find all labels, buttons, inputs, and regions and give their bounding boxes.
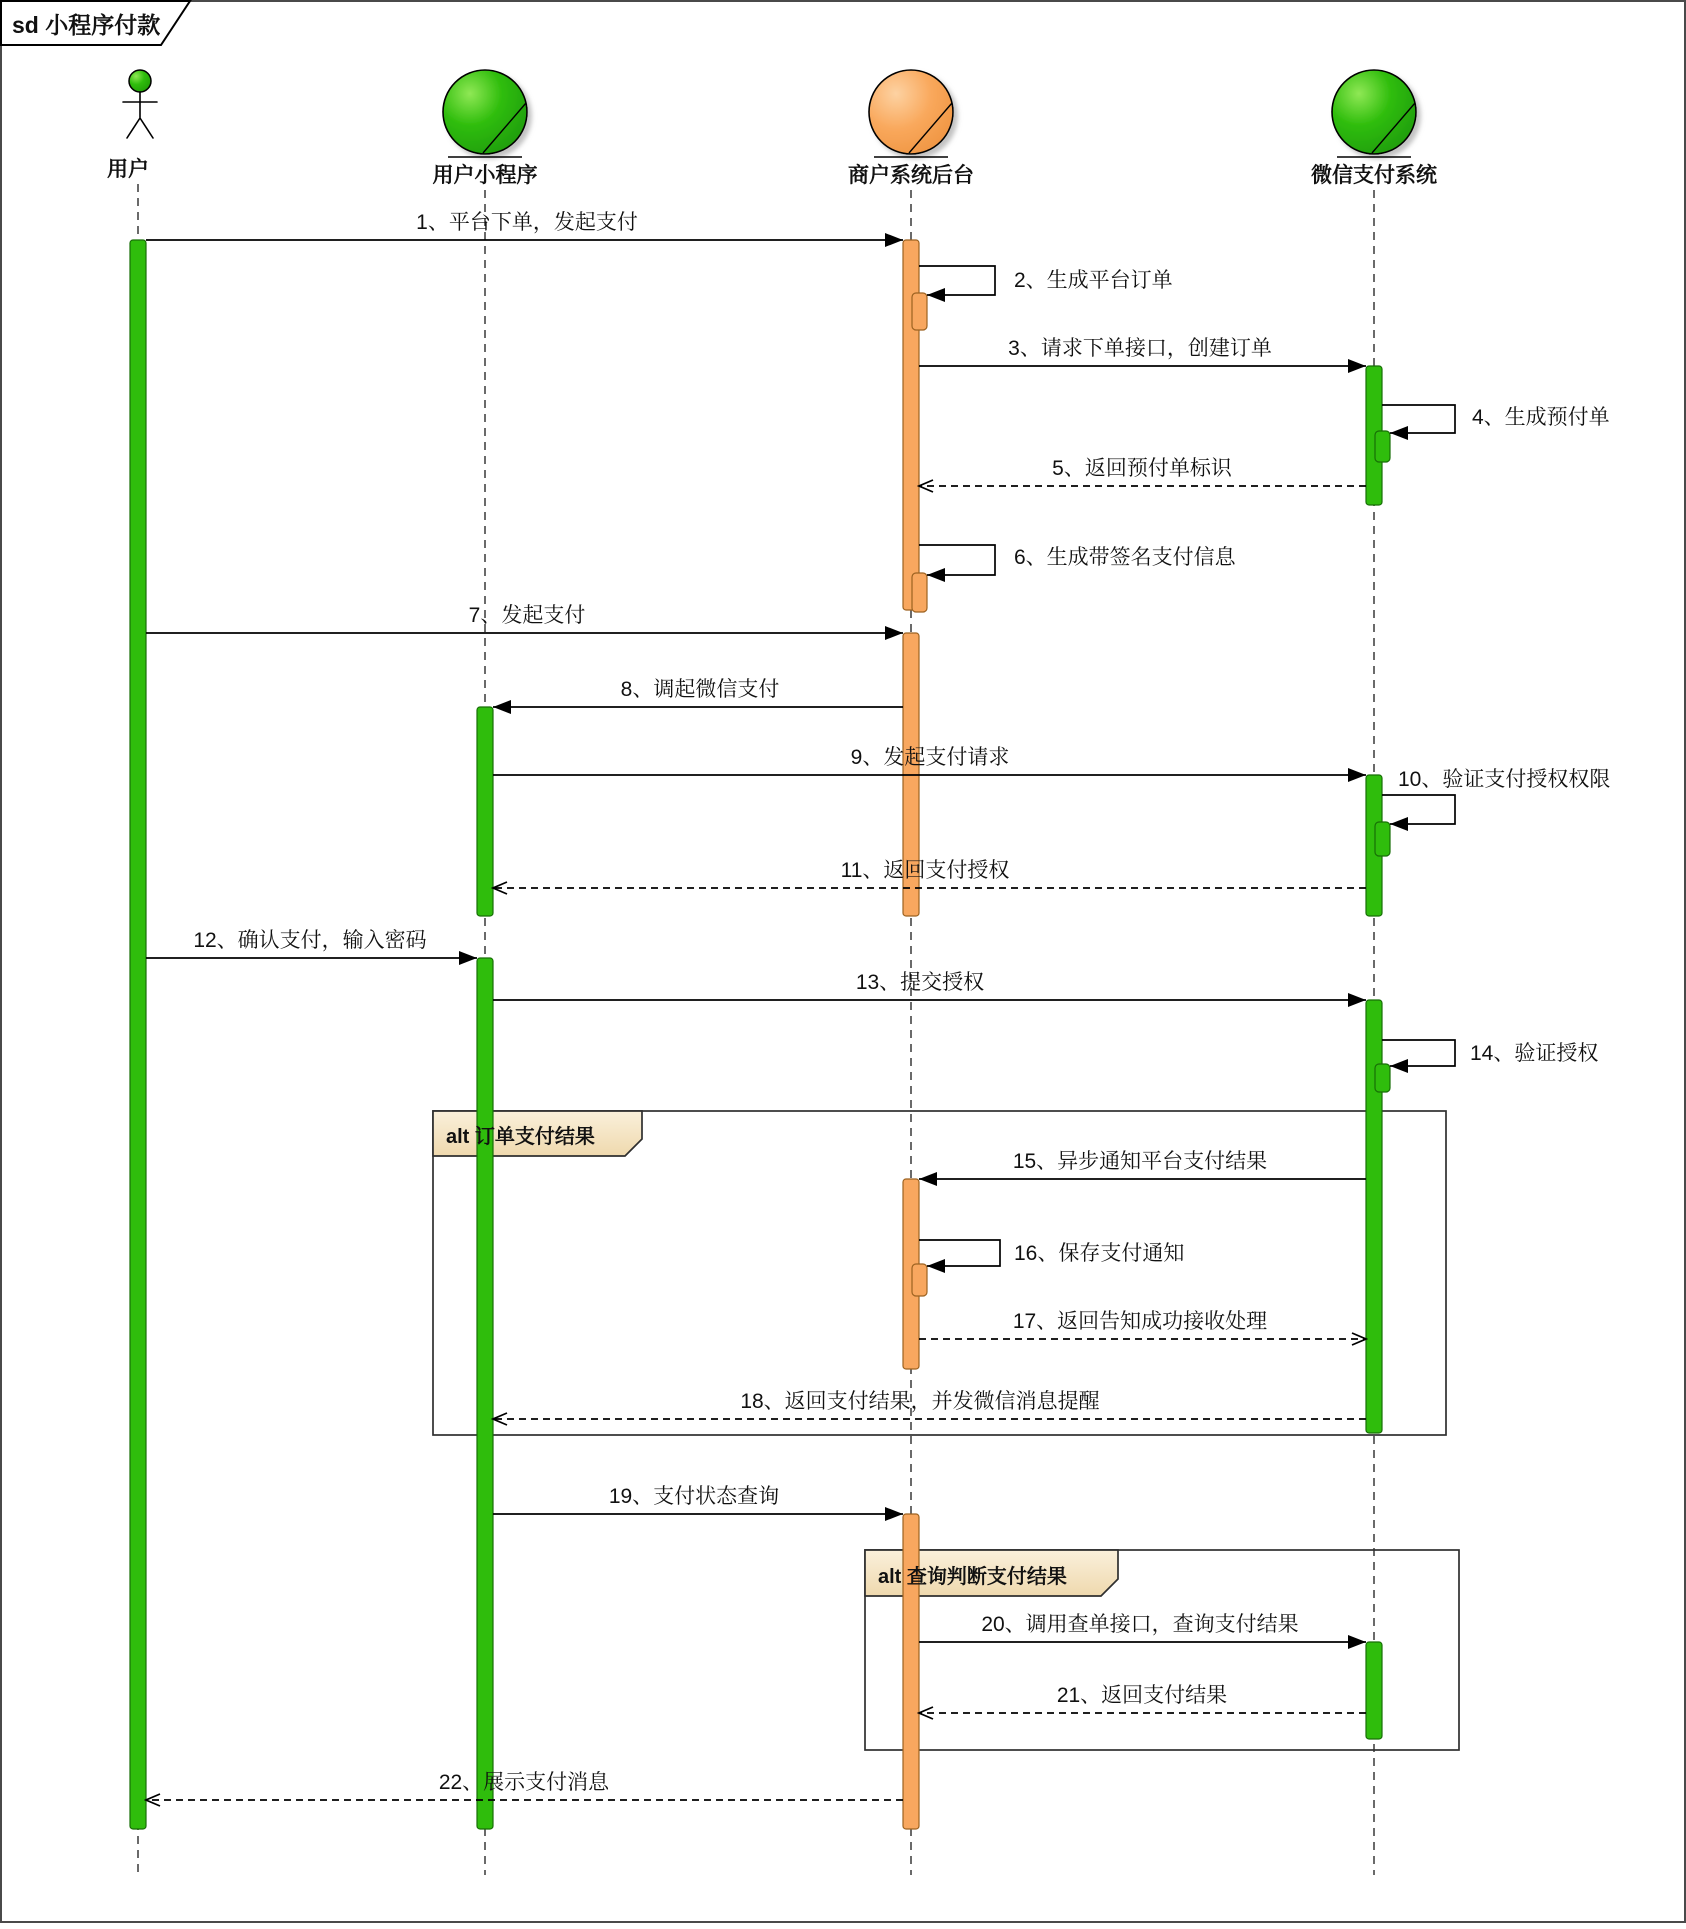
nested-activation-msg10: [1375, 822, 1390, 856]
message-19-label: 19、支付状态查询: [608, 1485, 780, 1508]
message-2-label: 2、生成平台订单: [1014, 269, 1173, 292]
lifeline-wechatpay-label: 微信支付系统: [1311, 164, 1437, 187]
message-11-label: 11、返回支付授权: [840, 859, 1010, 882]
frame-border: [1, 1, 1685, 1922]
message-12-label: 12、确认支付，输入密码: [193, 929, 427, 952]
lifeline-merchant-label: 商户系统后台: [848, 164, 974, 187]
message-8-label: 8、调起微信支付: [620, 678, 780, 701]
object-circle: [443, 70, 527, 154]
activation-miniprogram-1: [477, 707, 493, 916]
message-9-label: 9、发起支付请求: [850, 746, 1010, 769]
lifeline-miniprogram-label: 用户小程序: [432, 164, 538, 187]
message-10-label: 10、验证支付授权权限: [1398, 768, 1611, 791]
alt-fragment-1-label: alt 订单支付结果: [446, 1126, 595, 1148]
message-1-label: 1、平台下单，发起支付: [416, 211, 638, 234]
nested-activation-msg2: [912, 293, 927, 330]
alt-fragment-2-label: alt 查询判断支付结果: [878, 1566, 1067, 1588]
message-5-label: 5、返回预付单标识: [1052, 457, 1232, 480]
message-16-label: 16、保存支付通知: [1014, 1242, 1185, 1265]
activation-miniprogram-2: [477, 958, 493, 1829]
message-14-label: 14、验证授权: [1470, 1042, 1599, 1065]
nested-activation-msg16: [912, 1264, 927, 1296]
nested-activation-msg14: [1375, 1064, 1390, 1092]
message-13-label: 13、提交授权: [855, 971, 985, 994]
activation-merchant-4: [903, 1514, 919, 1829]
message-20-label: 20、调用查单接口，查询支付结果: [981, 1613, 1299, 1636]
nested-activation-msg4: [1375, 431, 1390, 462]
message-4-label: 4、生成预付单: [1472, 406, 1610, 429]
object-circle: [869, 70, 953, 154]
message-3-label: 3、请求下单接口，创建订单: [1008, 337, 1272, 360]
message-17-label: 17、返回告知成功接收处理: [1012, 1310, 1268, 1333]
object-circle: [1332, 70, 1416, 154]
message-7-label: 7、发起支付: [468, 604, 586, 627]
nested-activation-msg6: [912, 573, 927, 612]
activation-wechatpay-4: [1366, 1642, 1382, 1739]
message-6-label: 6、生成带签名支付信息: [1014, 546, 1236, 569]
message-15-label: 15、异步通知平台支付结果: [1012, 1150, 1268, 1173]
message-22-label: 22、展示支付消息: [438, 1771, 610, 1794]
actor-head: [129, 70, 151, 92]
message-21-label: 21、返回支付结果: [1056, 1684, 1228, 1707]
message-18-label: 18、返回支付结果，并发微信消息提醒: [740, 1390, 1100, 1413]
lifeline-user-label: 用户: [107, 158, 149, 181]
diagram-title: sd 小程序付款: [12, 12, 161, 38]
activation-user: [130, 240, 146, 1829]
